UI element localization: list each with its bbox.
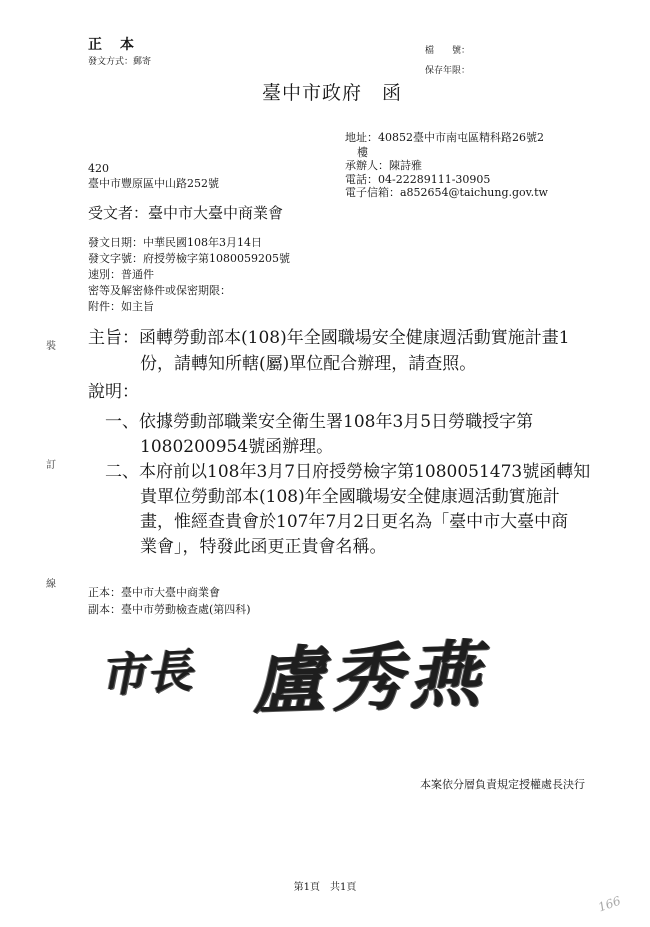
file-number-label: 檔 號： — [425, 46, 471, 56]
recipient-postal-code: 420 — [88, 162, 109, 175]
explanation-item-2-line-4: 業會」，特發此函更正貴會名稱。 — [140, 537, 387, 557]
explanation-label: 說明： — [88, 382, 139, 402]
explanation-item-number: 一、 — [105, 412, 139, 432]
copy-type-label: 正 本 — [88, 37, 136, 53]
subject-label: 主旨： — [88, 328, 139, 348]
meta-document-number: 發文字號：府授勞檢字第1080059205號 — [88, 252, 290, 265]
signature-title: 市長 — [98, 643, 194, 703]
recipient-street-address: 臺中市豐原區中山路252號 — [88, 177, 219, 190]
sender-phone: 電話：04-22289111-30905 — [345, 173, 491, 186]
page-number: 第1頁 共1頁 — [293, 882, 357, 893]
meta-confidentiality: 密等及解密條件或保密期限： — [88, 284, 231, 297]
delegation-note: 本案依分層負責規定授權處長決行 — [420, 778, 585, 791]
binding-mark-ding: 訂 — [46, 460, 56, 471]
explanation-item-text: 依據勞動部職業安全衛生署108年3月5日勞職授字第 — [139, 412, 534, 432]
meta-attachment: 附件：如主旨 — [88, 300, 154, 313]
binding-mark-xian: 線 — [46, 579, 56, 590]
explanation-item-1-line-1 — [105, 414, 533, 431]
explanation-item-2-line-3: 畫，惟經查貴會於107年7月2日更名為「臺中市大臺中商 — [140, 512, 569, 532]
subject-text: 函轉勞動部本(108)年全國職場安全健康週活動實施計畫1 — [139, 328, 570, 348]
explanation-item-2-line-1 — [105, 464, 590, 481]
sender-email: 電子信箱：a852654@taichung.gov.tw — [345, 186, 548, 199]
explanation-item-2-line-2: 貴單位勞動部本(108)年全國職場安全健康週活動實施計 — [140, 487, 560, 507]
title-organization: 臺中市政府 — [262, 82, 363, 104]
title-document-type: 函 — [382, 82, 403, 104]
meta-issue-date: 發文日期：中華民國108年3月14日 — [88, 236, 262, 249]
sender-address-line2: 樓 — [357, 146, 368, 159]
distribution-original: 正本：臺中市大臺中商業會 — [88, 586, 220, 599]
sender-handler: 承辦人：陳詩雅 — [345, 159, 422, 172]
handwritten-mark: 166 — [596, 893, 623, 915]
signature-name: 盧秀燕 — [250, 630, 488, 725]
binding-mark-zhuang: 裝 — [46, 341, 56, 352]
document-title — [262, 84, 402, 103]
explanation-item-text: 本府前以108年3月7日府授勞檢字第1080051473號函轉知 — [139, 462, 591, 482]
explanation-item-1-line-2: 1080200954號函辦理。 — [140, 437, 334, 457]
subject-line-2: 份，請轉知所轄(屬)單位配合辦理，請查照。 — [140, 354, 477, 374]
retention-period-label: 保存年限： — [425, 66, 471, 76]
dispatch-method: 發文方式：郵寄 — [88, 57, 152, 67]
recipient: 受文者：臺中市大臺中商業會 — [88, 204, 284, 222]
distribution-copy: 副本：臺中市勞動檢查處(第四科) — [88, 603, 251, 616]
explanation-item-number: 二、 — [105, 462, 139, 482]
sender-address-line1: 地址：40852臺中市南屯區精科路26號2 — [345, 131, 544, 144]
subject-line-1 — [88, 330, 570, 347]
meta-priority: 速別：普通件 — [88, 268, 154, 281]
